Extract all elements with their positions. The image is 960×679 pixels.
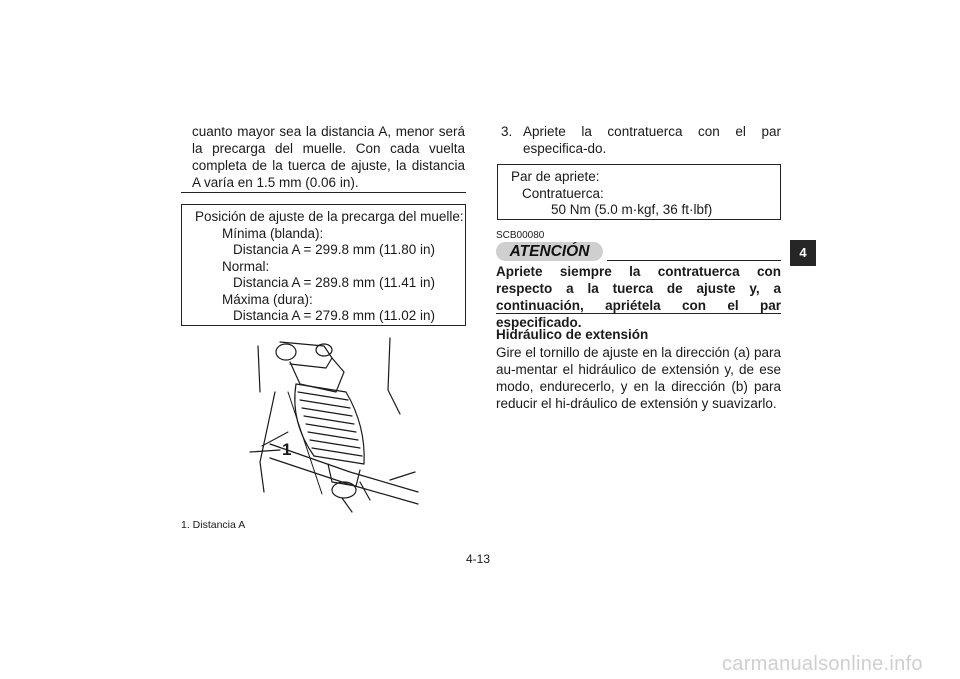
preload-spec-box bbox=[181, 204, 466, 326]
shock-absorber-illustration bbox=[240, 332, 420, 514]
spec-heading: Posición de ajuste de la precarga del muelle: bbox=[195, 209, 464, 224]
page-number: 4-13 bbox=[466, 552, 491, 566]
section-text: Gire el tornillo de ajuste en la dirección (a) para au-mentar el hidráulico de extensión y, de ese modo, endurecerlo, y en la dirección (b) para reducir el hi-dráulico de extensión y suavizarlo. bbox=[496, 345, 781, 411]
figure-callout-1: 1 bbox=[282, 440, 292, 459]
step-3-number: 3. bbox=[501, 124, 513, 139]
caution-text: Apriete siempre la contratuerca con respecto a la tuerca de ajuste y, a continuación, apriétela con el par especificado. bbox=[496, 264, 781, 330]
divider bbox=[181, 192, 466, 193]
spec-max-label: Máxima (dura): bbox=[222, 291, 313, 307]
torque-spec-box bbox=[497, 164, 781, 220]
caution-badge: ATENCIÓN bbox=[496, 242, 603, 261]
caution-bottom-rule bbox=[496, 313, 781, 314]
torque-label: Contratuerca: bbox=[522, 185, 604, 201]
chapter-tab: 4 bbox=[790, 240, 816, 266]
spec-normal-value: Distancia A = 289.8 mm (11.41 in) bbox=[233, 275, 435, 290]
torque-value: 50 Nm (5.0 m·kgf, 36 ft·lbf) bbox=[551, 202, 713, 217]
watermark: carmanualsonline.info bbox=[722, 653, 923, 675]
torque-heading: Par de apriete: bbox=[511, 169, 600, 184]
section-title: Hidráulico de extensión bbox=[496, 327, 649, 342]
step-3-text: Apriete la contratuerca con el par especifica-do. bbox=[523, 124, 781, 156]
caution-top-rule bbox=[607, 260, 781, 261]
intro-paragraph: cuanto mayor sea la distancia A, menor será la precarga del muelle. Con cada vuelta completa de la tuerca de ajuste, la distancia A varía en 1.5 mm (0.06 in). bbox=[192, 124, 465, 190]
spec-min-value: Distancia A = 299.8 mm (11.80 in) bbox=[233, 242, 435, 257]
spec-min-label: Mínima (blanda): bbox=[222, 225, 324, 241]
figure-caption: 1. Distancia A bbox=[181, 519, 246, 531]
caution-code: SCB00080 bbox=[496, 230, 545, 241]
spec-max-value: Distancia A = 279.8 mm (11.02 in) bbox=[233, 308, 435, 323]
spec-normal-label: Normal: bbox=[222, 258, 270, 274]
